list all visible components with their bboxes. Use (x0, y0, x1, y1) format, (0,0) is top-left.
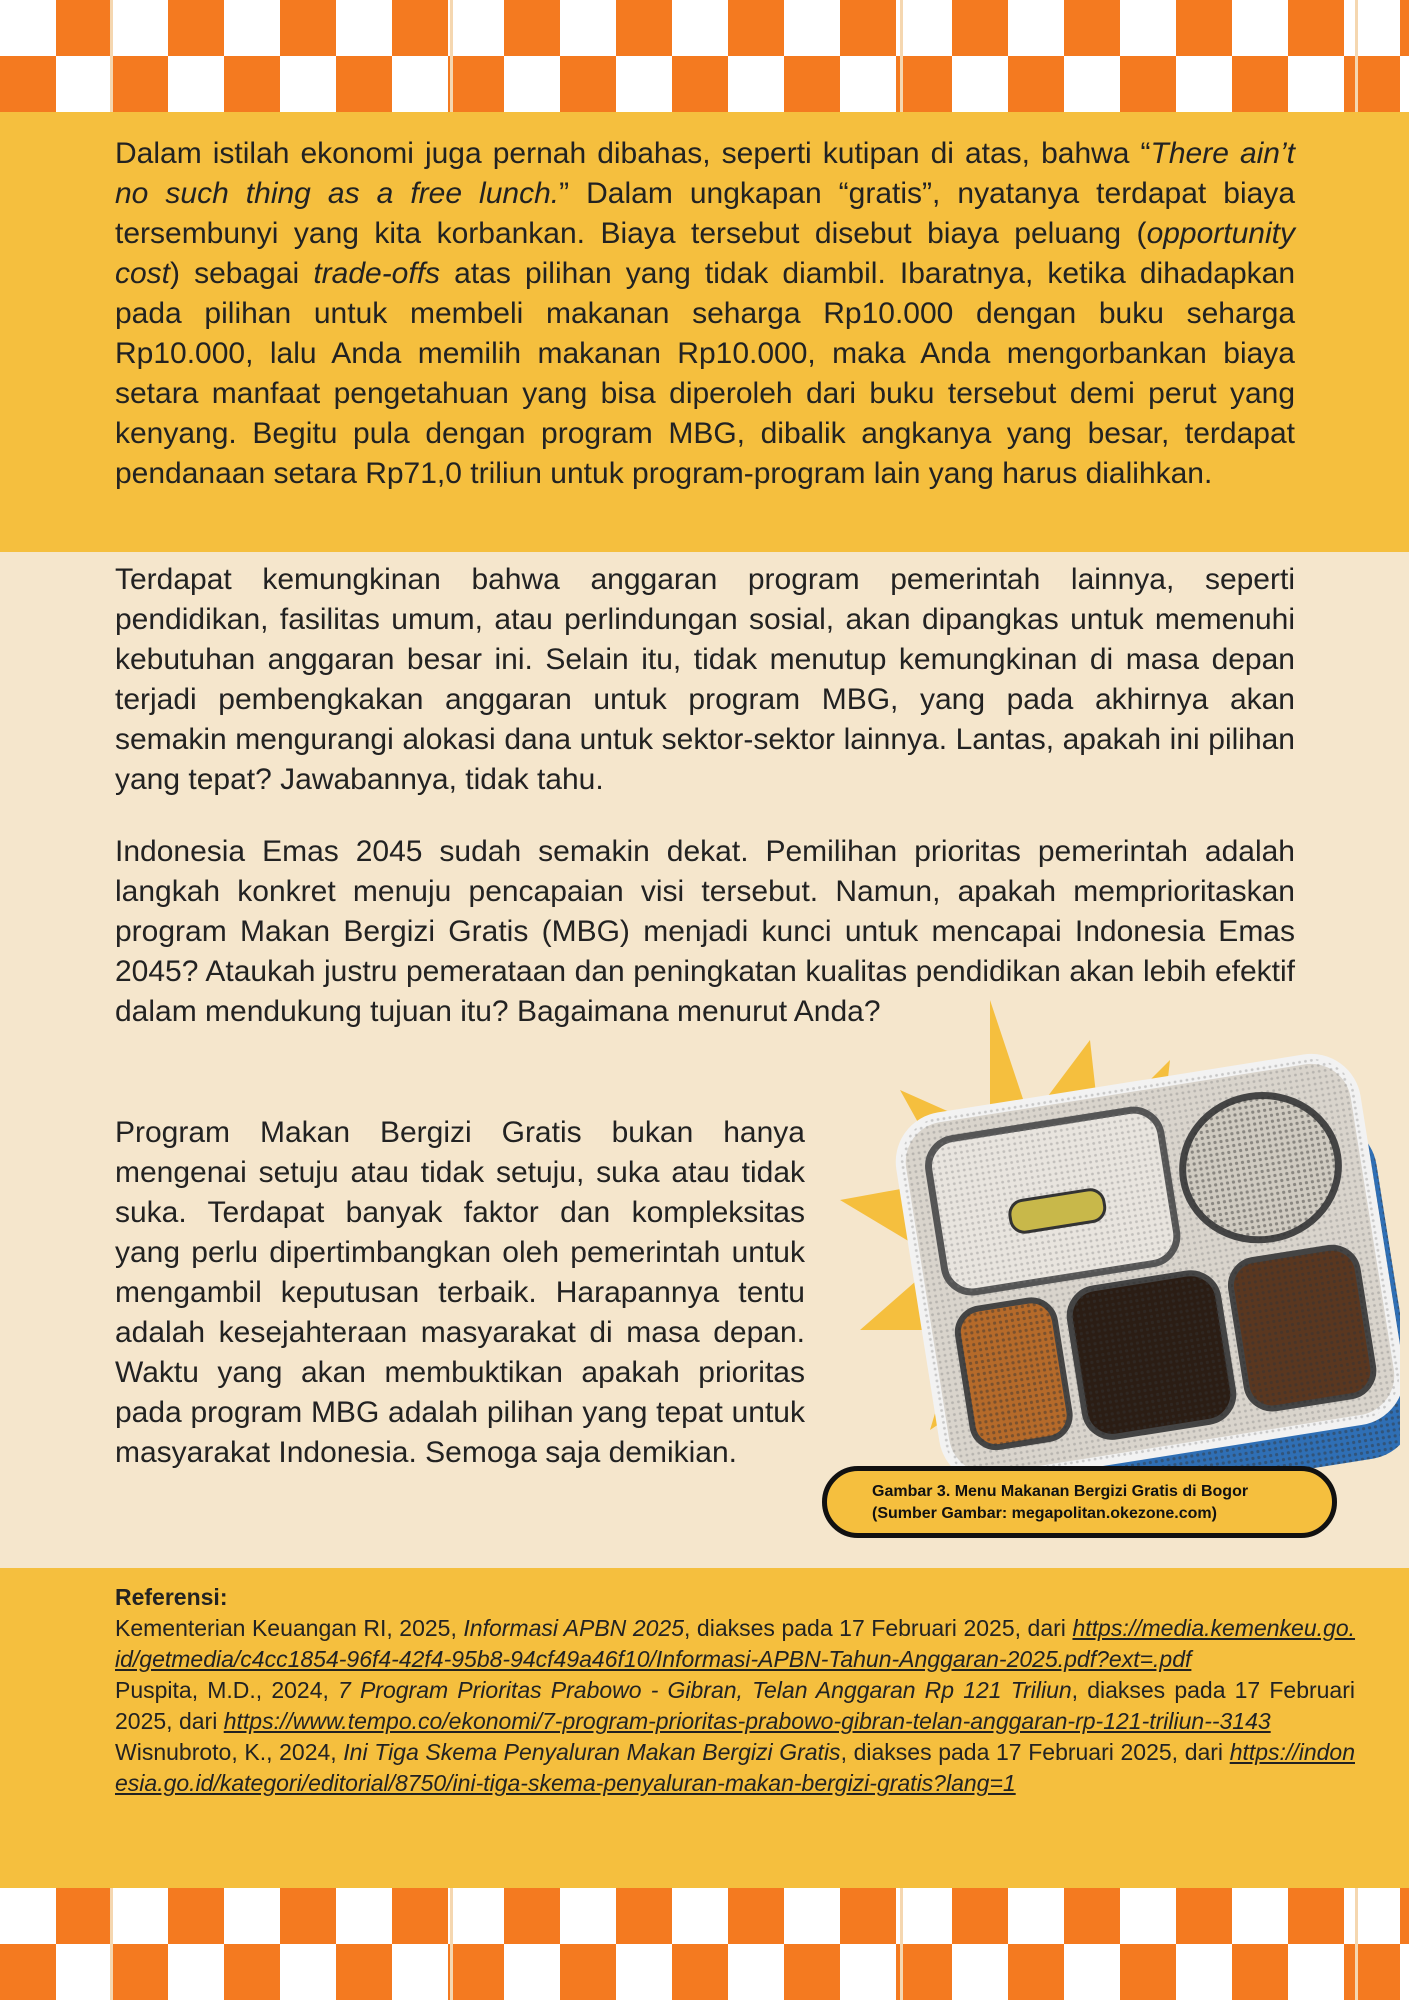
text-run: atas pilihan yang tidak diambil. Ibaratnya, ketika dihadapkan pada pilihan untuk membeli makanan seharga Rp10.000 dengan buku seharga Rp10.000, lalu Anda memilih makanan Rp10.000, maka Anda mengorbankan biaya setara manfaat pengetahuan yang bisa diperoleh dari buku tersebut demi perut yang kenyang. Begitu pula dengan program MBG, dibalik angkanya yang besar, terdapat pendanaan setara Rp71,0 triliun untuk program-program lain yang harus dialihkan. (115, 257, 1296, 490)
figure-caption (822, 1466, 1337, 1538)
seam-line (450, 1888, 453, 2000)
seam-line (450, 0, 453, 112)
paragraph-indonesia-emas: Indonesia Emas 2045 sudah semakin dekat. Pemilihan prioritas pemerintah adalah langkah konkret menuju pencapaian visi tersebut. Namun, apakah memprioritaskan program Makan Bergizi Gratis (MBG) menjadi kunci untuk mencapai Indonesia Emas 2045? Ataukah justru pemerataan dan peningkatan kualitas pendidikan akan lebih efektif dalam mendukung tujuan itu? Bagaimana menurut Anda? (115, 835, 1295, 1028)
caption-title: Gambar 3. Menu Makanan Bergizi Gratis di Bogor (872, 1483, 1249, 1500)
reference-author: Wisnubroto, K., 2024, (115, 1739, 344, 1765)
text-run: ” Dalam ungkapan “gratis”, nyatanya terdapat biaya tersembunyi yang kita korbankan. Biaya tersebut disebut biaya peluang ( (115, 177, 1296, 250)
reference-link[interactable]: https://indonesia.go.id/kategori/editorial/8750/ini-tiga-skema-penyaluran-makan-bergizi-gratis?lang=1 (115, 1739, 1355, 1796)
reference-entry (115, 1675, 1355, 1737)
reference-link[interactable]: https://media.kemenkeu.go.id/getmedia/c4cc1854-96f4-42f4-95b8-94cf49a46f10/Informasi-APBN-Tahun-Anggaran-2025.pdf?ext=.pdf (115, 1615, 1356, 1672)
references-heading: Referensi: (115, 1584, 228, 1610)
reference-title: 7 Program Prioritas Prabowo - Gibran, Telan Anggaran Rp 121 Triliun (338, 1677, 1072, 1703)
reference-access: , diakses pada 17 Februari 2025, dari (684, 1615, 1073, 1641)
reference-entry (115, 1737, 1355, 1799)
checkered-border-top (0, 0, 1409, 112)
term-opportunity-cost: opportunity cost (115, 217, 1295, 290)
seam-line (900, 0, 903, 112)
text-run: Dalam istilah ekonomi juga pernah dibahas, seperti kutipan di atas, bahwa “ (115, 137, 1151, 170)
paragraph-budget-cuts: Terdapat kemungkinan bahwa anggaran program pemerintah lainnya, seperti pendidikan, fasilitas umum, atau perlindungan sosial, akan dipangkas untuk memenuhi kebutuhan anggaran besar ini. Selain itu, tidak menutup kemungkinan di masa depan terjadi pembengkakan anggaran untuk program MBG, yang pada akhirnya akan semakin mengurangi alokasi dana untuk sektor-sektor lainnya. Lantas, apakah ini pilihan yang tepat? Jawabannya, tidak tahu. (115, 563, 1295, 796)
reference-title: Ini Tiga Skema Penyaluran Makan Bergizi Gratis (343, 1739, 841, 1765)
seam-line (900, 1888, 903, 2000)
seam-line (110, 1888, 113, 2000)
paragraph-conclusion: Program Makan Bergizi Gratis bukan hanya mengenai setuju atau tidak setuju, suka atau tidak suka. Terdapat banyak faktor dan kompleksitas yang perlu dipertimbangkan oleh pemerintah untuk mengambil keputusan terbaik. Harapannya tentu adalah kesejahteraan masyarakat di masa depan. Waktu yang akan membuktikan apakah prioritas pada program MBG adalah pilihan yang tepat untuk masyarakat Indonesia. Semoga saja demikian. (115, 1116, 805, 1469)
term-trade-offs: trade-offs (313, 257, 441, 290)
reference-author: Puspita, M.D., 2024, (115, 1677, 339, 1703)
text-run: ) sebagai (170, 257, 314, 290)
checkered-border-bottom (0, 1888, 1409, 2000)
seam-line (110, 0, 113, 112)
reference-title: Informasi APBN 2025 (463, 1615, 684, 1641)
paragraph-opportunity-cost (115, 134, 1295, 494)
references-section (115, 1582, 1355, 1799)
reference-access: , diakses pada 17 Februari 2025, dari (840, 1739, 1230, 1765)
reference-access: , diakses pada 17 Februari 2025, dari (115, 1677, 1355, 1734)
seam-line (1355, 0, 1358, 112)
reference-entry (115, 1613, 1355, 1675)
seam-line (1355, 1888, 1358, 2000)
quote-free-lunch: There ain’t no such thing as a free lunch. (115, 137, 1295, 210)
caption-source: (Sumber Gambar: megapolitan.okezone.com) (872, 1505, 1217, 1522)
reference-link[interactable]: https://www.tempo.co/ekonomi/7-program-prioritas-prabowo-gibran-telan-anggaran-rp-121-triliun--3143 (223, 1708, 1271, 1734)
reference-author: Kementerian Keuangan RI, 2025, (115, 1615, 464, 1641)
